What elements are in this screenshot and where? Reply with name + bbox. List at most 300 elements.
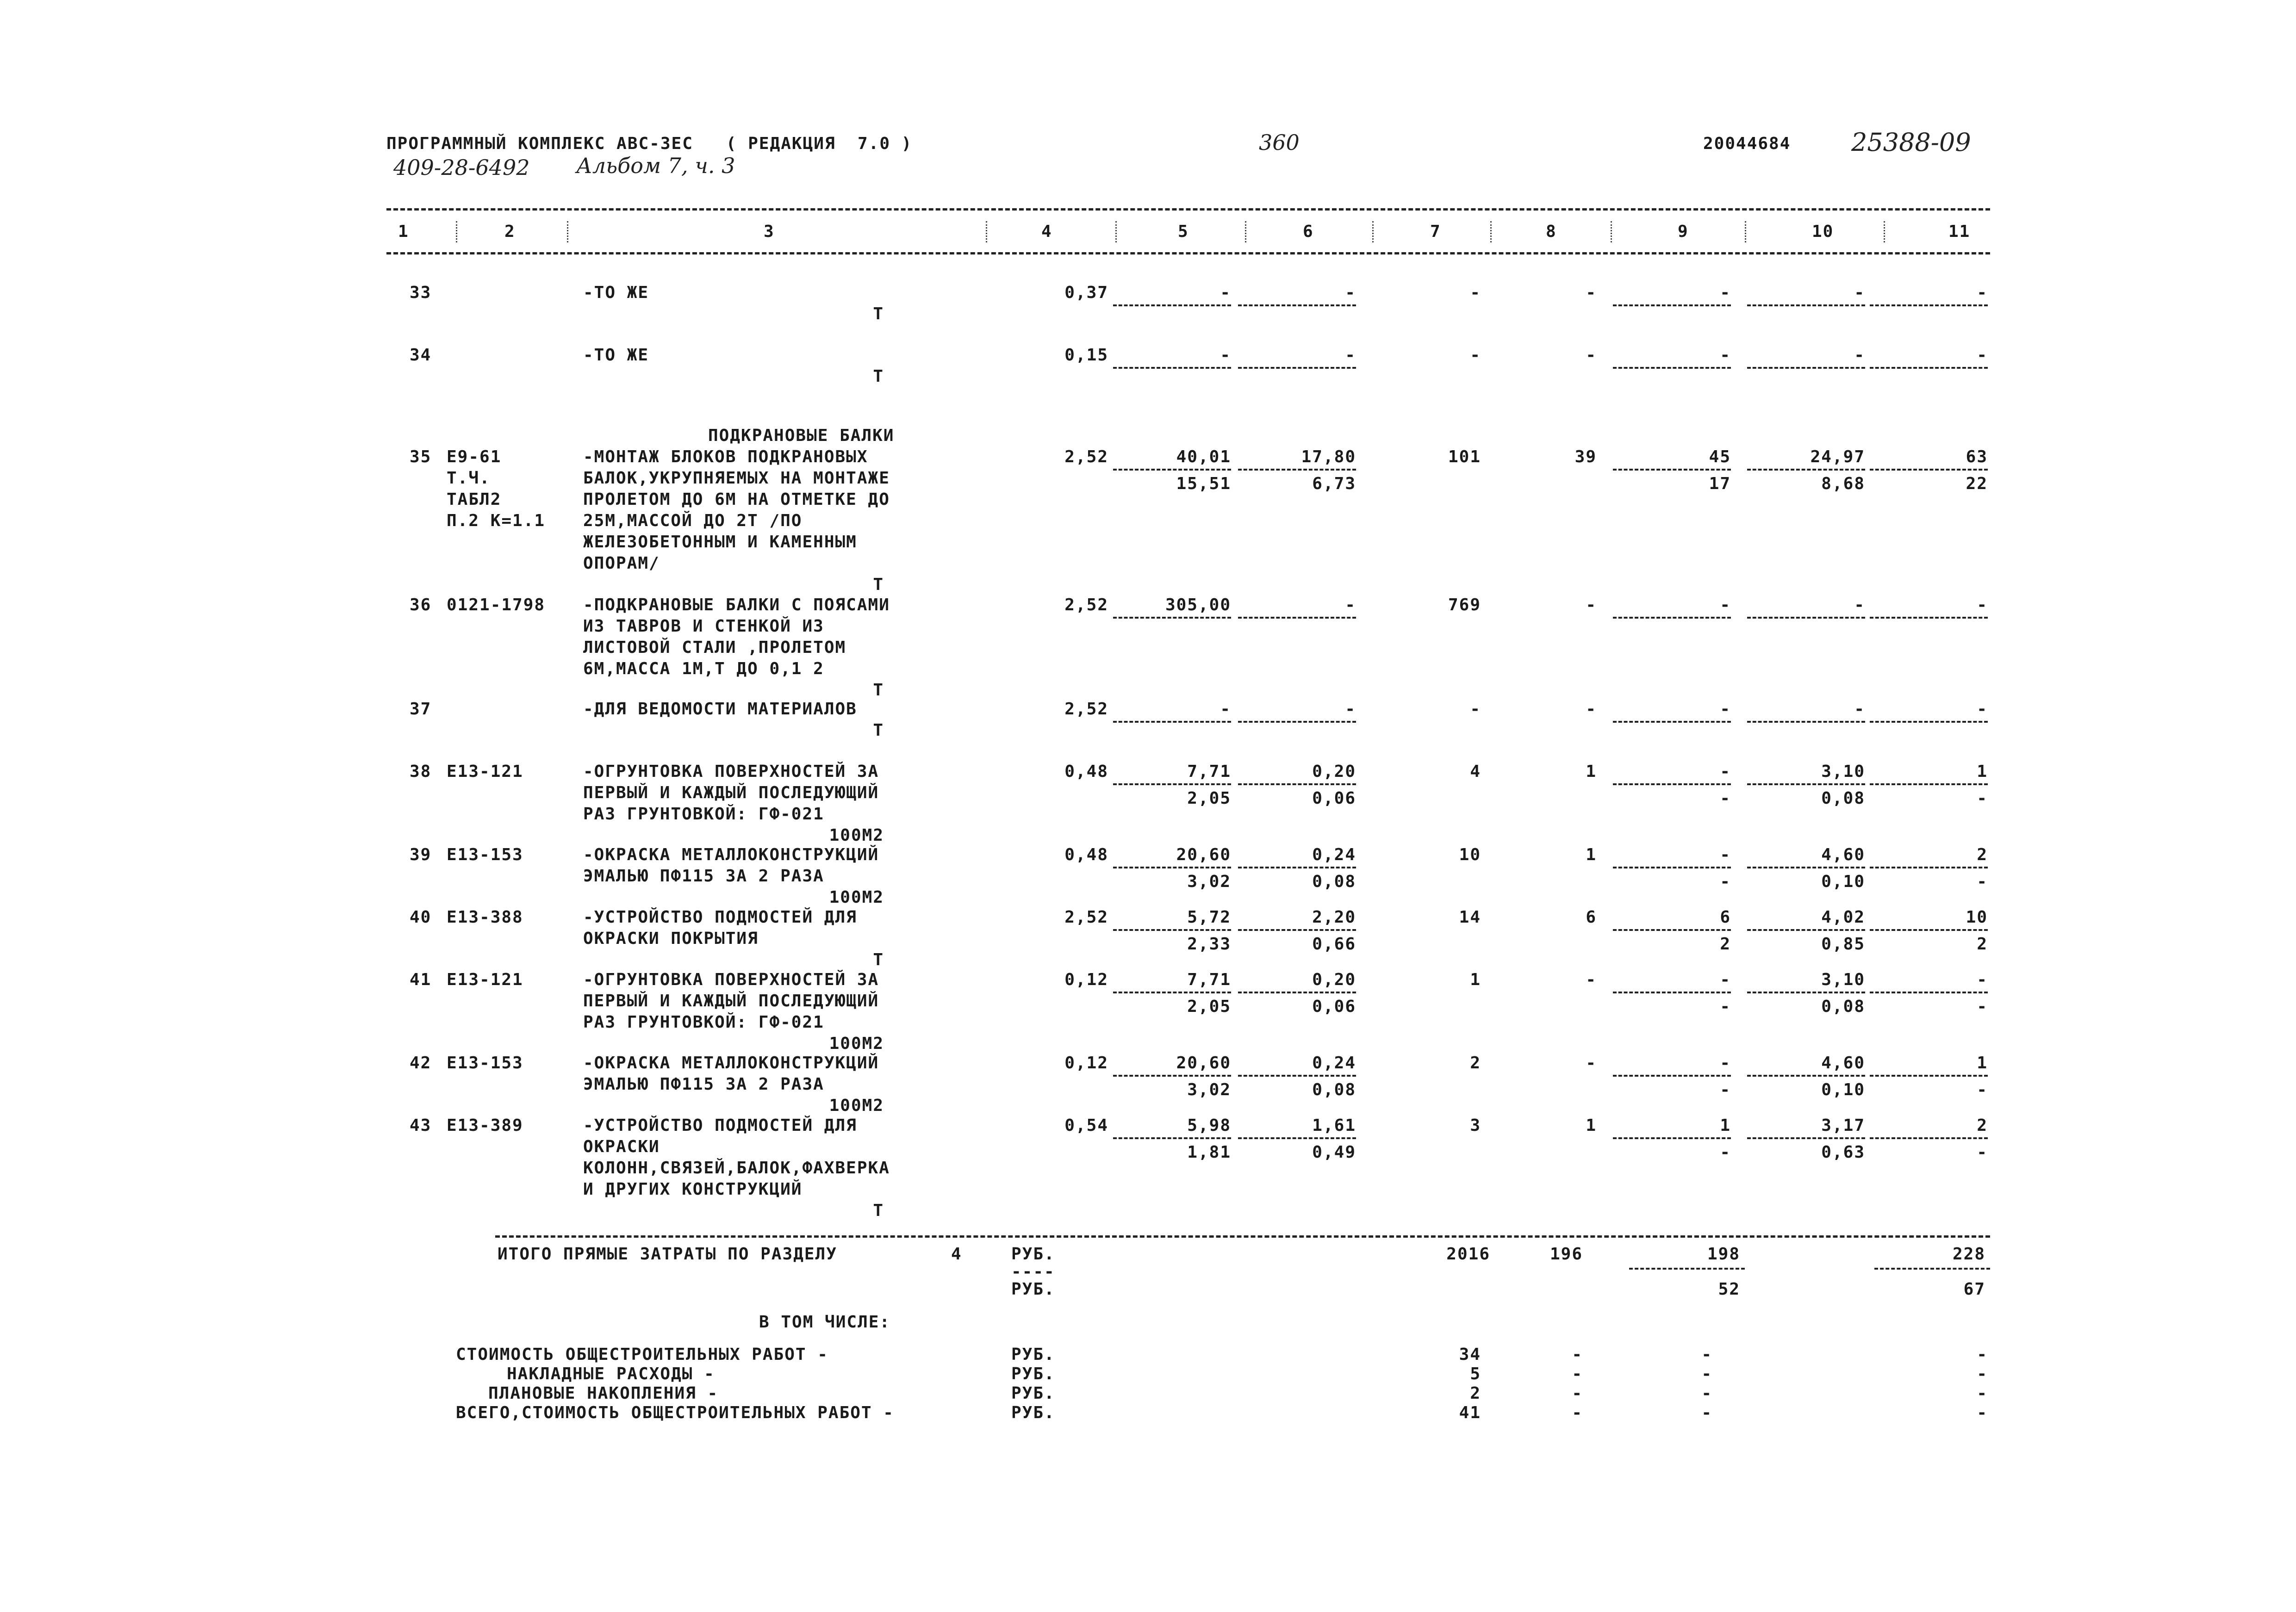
totals-label: ИТОГО ПРЯМЫЕ ЗАТРАТЫ ПО РАЗДЕЛУ [498, 1245, 837, 1264]
totals-col11-rule [1874, 1268, 1990, 1270]
row-col6-rule [1238, 304, 1356, 306]
row-col10-rule [1747, 1137, 1865, 1139]
breakdown-col11: - [1977, 1364, 1988, 1383]
totals-col11-bottom: 67 [1963, 1280, 1985, 1299]
row-col11-top: 2 [1977, 845, 1988, 864]
row-col6-rule [1238, 992, 1356, 993]
row-col6-bottom: 0,08 [1312, 872, 1356, 891]
row-quantity: 2,52 [1064, 595, 1108, 614]
row-col11-top: 2 [1977, 1116, 1988, 1135]
row-description: -УСТРОЙСТВО ПОДМОСТЕЙ ДЛЯ [583, 908, 857, 927]
row-number: 40 [410, 908, 432, 927]
row-col6-top: 0,20 [1312, 762, 1356, 781]
totals-col11-top: 228 [1952, 1245, 1985, 1264]
row-description: -ТО ЖЕ [583, 346, 649, 365]
row-col5-rule [1113, 304, 1231, 306]
row-col10-rule [1747, 783, 1865, 785]
row-col9-bottom: - [1720, 789, 1731, 808]
row-col8: - [1586, 1054, 1597, 1073]
row-number: 36 [410, 595, 432, 614]
row-description: 6М,МАССА 1М,Т ДО 0,1 2 [583, 659, 824, 678]
breakdown-unit: РУБ. [1011, 1384, 1055, 1403]
row-col5-bottom: 2,33 [1187, 935, 1231, 954]
row-description: ЖЕЛЕЗОБЕТОННЫМ И КАМЕННЫМ [583, 533, 857, 552]
breakdown-col8: - [1572, 1403, 1583, 1422]
row-col9-bottom: 2 [1720, 935, 1731, 954]
row-col9-top: - [1720, 283, 1731, 302]
row-col6-bottom: 0,06 [1312, 789, 1356, 808]
breakdown-col7: 2 [1470, 1384, 1481, 1403]
row-col5-top: 20,60 [1176, 1054, 1231, 1073]
row-col9-rule [1613, 783, 1731, 785]
row-col5-bottom: 2,05 [1187, 997, 1231, 1016]
row-col5-rule [1113, 469, 1231, 471]
breakdown-col9: - [1701, 1384, 1712, 1403]
row-col8: - [1586, 970, 1597, 989]
column-number-10: 10 [1812, 222, 1834, 241]
row-col9-rule [1613, 992, 1731, 993]
row-col11-bottom: - [1977, 1143, 1988, 1162]
row-col9-top: - [1720, 346, 1731, 365]
row-col11-top: - [1977, 595, 1988, 614]
row-col10-top: - [1854, 595, 1865, 614]
row-col6-top: 2,20 [1312, 908, 1356, 927]
row-number: 41 [410, 970, 432, 989]
breakdown-unit: РУБ. [1011, 1345, 1055, 1364]
row-description: -ТО ЖЕ [583, 283, 649, 302]
row-col5-top: 5,98 [1187, 1116, 1231, 1135]
column-separator [1372, 221, 1374, 242]
row-description: -МОНТАЖ БЛОКОВ ПОДКРАНОВЫХ [583, 447, 868, 466]
row-col11-rule [1870, 992, 1988, 993]
row-col10-top: - [1854, 346, 1865, 365]
row-col6-rule [1238, 721, 1356, 723]
breakdown-label: СТОИМОСТЬ ОБЩЕСТРОИТЕЛЬНЫХ РАБОТ - [456, 1345, 828, 1364]
row-col10-rule [1747, 867, 1865, 868]
row-col8: - [1586, 700, 1597, 719]
row-col9-top: - [1720, 700, 1731, 719]
row-number: 37 [410, 700, 432, 719]
row-col6-bottom: 0,06 [1312, 997, 1356, 1016]
row-col10-top: 4,60 [1821, 845, 1865, 864]
row-quantity: 0,37 [1064, 283, 1108, 302]
row-col9-rule [1613, 367, 1731, 369]
column-number-7: 7 [1430, 222, 1441, 241]
column-separator [456, 221, 457, 242]
row-col6-bottom: 0,08 [1312, 1080, 1356, 1099]
row-number: 39 [410, 845, 432, 864]
breakdown-col8: - [1572, 1345, 1583, 1364]
column-number-11: 11 [1948, 222, 1971, 241]
row-col9-top: - [1720, 595, 1731, 614]
row-col10-top: 3,10 [1821, 970, 1865, 989]
column-separator [1490, 221, 1492, 242]
row-number: 42 [410, 1054, 432, 1073]
row-col9-rule [1613, 1137, 1731, 1139]
row-col10-bottom: 0,10 [1821, 1080, 1865, 1099]
column-separator [1884, 221, 1885, 242]
row-col5-top: 5,72 [1187, 908, 1231, 927]
row-col10-top: 24,97 [1810, 447, 1865, 466]
row-col10-top: 3,10 [1821, 762, 1865, 781]
row-description: КОЛОНН,СВЯЗЕЙ,БАЛОК,ФАХВЕРКА [583, 1159, 890, 1178]
row-col6-top: 17,80 [1301, 447, 1356, 466]
row-description: ПЕРВЫЙ И КАЖДЫЙ ПОСЛЕДУЮЩИЙ [583, 783, 879, 802]
row-col9-rule [1613, 721, 1731, 723]
row-col6-top: 0,24 [1312, 1054, 1356, 1073]
row-col7: 2 [1470, 1054, 1481, 1073]
row-col10-rule [1747, 367, 1865, 369]
row-col9-rule [1613, 1075, 1731, 1077]
row-col11-rule [1870, 469, 1988, 471]
totals-col8: 196 [1549, 1245, 1583, 1264]
row-col6-rule [1238, 929, 1356, 931]
totals-col7: 2016 [1446, 1245, 1490, 1264]
row-col11-bottom: - [1977, 1080, 1988, 1099]
row-code: Е9-61 [447, 447, 502, 466]
row-col11-top: 10 [1966, 908, 1988, 927]
row-col5-bottom: 2,05 [1187, 789, 1231, 808]
row-col10-top: 4,02 [1821, 908, 1865, 927]
row-col6-top: 0,24 [1312, 845, 1356, 864]
row-unit: 100М2 [829, 826, 884, 845]
row-col11-bottom: - [1977, 789, 1988, 808]
row-col6-top: - [1345, 346, 1356, 365]
row-col9-bottom: 17 [1709, 474, 1731, 493]
row-col9-rule [1613, 304, 1731, 306]
row-col7: 769 [1448, 595, 1481, 614]
row-description: РАЗ ГРУНТОВКОЙ: ГФ-021 [583, 1013, 824, 1032]
row-quantity: 0,48 [1064, 762, 1108, 781]
totals-unit-separator: ---- [1011, 1262, 1055, 1281]
row-description: -ОГРУНТОВКА ПОВЕРХНОСТЕЙ ЗА [583, 970, 879, 989]
row-col9-top: - [1720, 970, 1731, 989]
row-quantity: 0,12 [1064, 1054, 1108, 1073]
row-col5-rule [1113, 929, 1231, 931]
row-unit: 100М2 [829, 1096, 884, 1115]
row-col10-top: - [1854, 700, 1865, 719]
row-col11-rule [1870, 367, 1988, 369]
row-col10-rule [1747, 469, 1865, 471]
document-code: 20044684 [1703, 134, 1791, 153]
row-col11-rule [1870, 617, 1988, 619]
row-col9-bottom: - [1720, 872, 1731, 891]
row-col11-top: 1 [1977, 762, 1988, 781]
row-unit: 100М2 [829, 888, 884, 907]
row-quantity: 2,52 [1064, 447, 1108, 466]
row-col11-top: 1 [1977, 1054, 1988, 1073]
row-unit: Т [873, 367, 884, 386]
column-separator [1115, 221, 1117, 242]
row-col9-rule [1613, 929, 1731, 931]
row-col11-bottom: - [1977, 997, 1988, 1016]
row-col6-bottom: 0,66 [1312, 935, 1356, 954]
row-number: 43 [410, 1116, 432, 1135]
row-col10-rule [1747, 304, 1865, 306]
row-col10-bottom: 0,08 [1821, 997, 1865, 1016]
column-number-9: 9 [1678, 222, 1689, 241]
row-col10-top: 4,60 [1821, 1054, 1865, 1073]
row-col9-top: 45 [1709, 447, 1731, 466]
breakdown-unit: РУБ. [1011, 1364, 1055, 1383]
breakdown-label: ВСЕГО,СТОИМОСТЬ ОБЩЕСТРОИТЕЛЬНЫХ РАБОТ - [456, 1403, 894, 1422]
row-col10-bottom: 0,63 [1821, 1143, 1865, 1162]
column-separator [567, 221, 568, 242]
album-label: Альбом 7, ч. 3 [576, 153, 735, 178]
totals-col9-rule [1629, 1268, 1745, 1270]
row-col7: - [1470, 346, 1481, 365]
row-col9-rule [1613, 469, 1731, 471]
row-col10-bottom: 8,68 [1821, 474, 1865, 493]
breakdown-unit: РУБ. [1011, 1403, 1055, 1422]
row-code: Е13-389 [447, 1116, 523, 1135]
row-col7: 14 [1459, 908, 1481, 927]
row-col10-rule [1747, 617, 1865, 619]
row-code: Е13-121 [447, 762, 523, 781]
totals-unit-2: РУБ. [1011, 1280, 1055, 1299]
row-col7: - [1470, 700, 1481, 719]
row-col9-top: 1 [1720, 1116, 1731, 1135]
column-number-5: 5 [1178, 222, 1189, 241]
row-col8: - [1586, 595, 1597, 614]
column-separator [1745, 221, 1746, 242]
row-col9-top: 6 [1720, 908, 1731, 927]
row-col8: 39 [1574, 447, 1597, 466]
column-number-8: 8 [1546, 222, 1557, 241]
row-description: ПРОЛЕТОМ ДО 6М НА ОТМЕТКЕ ДО [583, 490, 890, 509]
row-col5-bottom: 1,81 [1187, 1143, 1231, 1162]
row-col10-top: - [1854, 283, 1865, 302]
header-rule-top [386, 208, 1990, 211]
row-col5-rule [1113, 1137, 1231, 1139]
row-unit: Т [873, 304, 884, 323]
row-col11-top: - [1977, 970, 1988, 989]
section-heading: ПОДКРАНОВЫЕ БАЛКИ [708, 426, 895, 445]
row-description: ЛИСТОВОЙ СТАЛИ ,ПРОЛЕТОМ [583, 638, 846, 657]
row-col5-rule [1113, 721, 1231, 723]
row-description: -ПОДКРАНОВЫЕ БАЛКИ С ПОЯСАМИ [583, 595, 890, 614]
row-col8: 6 [1586, 908, 1597, 927]
column-number-3: 3 [764, 222, 775, 241]
row-col11-top: - [1977, 700, 1988, 719]
row-col6-bottom: 6,73 [1312, 474, 1356, 493]
header-rule-bottom [386, 252, 1990, 254]
breakdown-col9: - [1701, 1345, 1712, 1364]
row-col11-bottom: - [1977, 872, 1988, 891]
row-col6-rule [1238, 1075, 1356, 1077]
row-col11-top: - [1977, 346, 1988, 365]
row-col10-bottom: 0,85 [1821, 935, 1865, 954]
row-col5-top: 20,60 [1176, 845, 1231, 864]
row-description: БАЛОК,УКРУПНЯЕМЫХ НА МОНТАЖЕ [583, 469, 890, 488]
row-col10-rule [1747, 992, 1865, 993]
row-col11-top: - [1977, 283, 1988, 302]
row-col11-rule [1870, 721, 1988, 723]
row-description: ЭМАЛЬЮ ПФ115 ЗА 2 РАЗА [583, 1075, 824, 1094]
row-col9-rule [1613, 867, 1731, 868]
row-col6-rule [1238, 617, 1356, 619]
row-code: П.2 К=1.1 [447, 511, 546, 530]
totals-col9-bottom: 52 [1718, 1280, 1740, 1299]
breakdown-col9: - [1701, 1364, 1712, 1383]
column-separator [986, 221, 987, 242]
row-unit: Т [873, 721, 884, 740]
row-description: -ОГРУНТОВКА ПОВЕРХНОСТЕЙ ЗА [583, 762, 879, 781]
row-col7: 1 [1470, 970, 1481, 989]
row-col6-rule [1238, 783, 1356, 785]
row-col5-rule [1113, 992, 1231, 993]
row-col7: 4 [1470, 762, 1481, 781]
row-description: -УСТРОЙСТВО ПОДМОСТЕЙ ДЛЯ [583, 1116, 857, 1135]
row-col10-rule [1747, 721, 1865, 723]
totals-col9-top: 198 [1707, 1245, 1740, 1264]
row-col9-bottom: - [1720, 997, 1731, 1016]
row-col11-rule [1870, 929, 1988, 931]
row-quantity: 0,15 [1064, 346, 1108, 365]
row-quantity: 2,52 [1064, 908, 1108, 927]
row-col9-bottom: - [1720, 1143, 1731, 1162]
row-col8: - [1586, 283, 1597, 302]
row-col5-rule [1113, 617, 1231, 619]
column-number-1: 1 [398, 222, 409, 241]
row-col8: 1 [1586, 845, 1597, 864]
row-description: ОКРАСКИ ПОКРЫТИЯ [583, 929, 759, 948]
row-description: ОПОРАМ/ [583, 554, 660, 573]
row-col11-rule [1870, 1075, 1988, 1077]
stamp-number: 25388-09 [1851, 128, 1971, 157]
row-col5-top: 40,01 [1176, 447, 1231, 466]
breakdown-col9: - [1701, 1403, 1712, 1422]
row-col9-top: - [1720, 845, 1731, 864]
row-description: РАЗ ГРУНТОВКОЙ: ГФ-021 [583, 805, 824, 824]
row-col6-rule [1238, 867, 1356, 868]
row-unit: 100М2 [829, 1034, 884, 1053]
row-col10-top: 3,17 [1821, 1116, 1865, 1135]
row-col5-top: 7,71 [1187, 762, 1231, 781]
row-unit: Т [873, 681, 884, 700]
row-description: ЭМАЛЬЮ ПФ115 ЗА 2 РАЗА [583, 867, 824, 886]
row-code: Е13-388 [447, 908, 523, 927]
row-code: Е13-153 [447, 1054, 523, 1073]
row-col6-rule [1238, 1137, 1356, 1139]
column-number-2: 2 [504, 222, 516, 241]
row-col6-top: - [1345, 283, 1356, 302]
row-col9-rule [1613, 617, 1731, 619]
row-code: ТАБЛ2 [447, 490, 502, 509]
row-code: Е13-121 [447, 970, 523, 989]
row-col11-bottom: 2 [1977, 935, 1988, 954]
row-col10-rule [1747, 1075, 1865, 1077]
row-description: ОКРАСКИ [583, 1137, 660, 1156]
row-col11-rule [1870, 783, 1988, 785]
program-title: ПРОГРАММНЫЙ КОМПЛЕКС АВС-ЗЕС ( РЕДАКЦИЯ 7.0 ) [386, 134, 913, 153]
row-col5-rule [1113, 1075, 1231, 1077]
row-quantity: 0,12 [1064, 970, 1108, 989]
row-col5-top: 305,00 [1165, 595, 1231, 614]
row-col5-top: - [1220, 700, 1231, 719]
totals-rule [495, 1235, 1990, 1238]
breakdown-col7: 41 [1459, 1403, 1481, 1422]
including-label: В ТОМ ЧИСЛЕ: [759, 1313, 891, 1332]
row-col8: 1 [1586, 762, 1597, 781]
row-col11-top: 63 [1966, 447, 1988, 466]
row-col7: - [1470, 283, 1481, 302]
row-unit: Т [873, 575, 884, 594]
row-description: -ОКРАСКА МЕТАЛЛОКОНСТРУКЦИЙ [583, 1054, 879, 1073]
row-col7: 101 [1448, 447, 1481, 466]
row-col5-rule [1113, 367, 1231, 369]
row-col10-bottom: 0,10 [1821, 872, 1865, 891]
row-col7: 3 [1470, 1116, 1481, 1135]
row-col6-rule [1238, 469, 1356, 471]
row-description: ПЕРВЫЙ И КАЖДЫЙ ПОСЛЕДУЮЩИЙ [583, 992, 879, 1011]
row-col5-bottom: 3,02 [1187, 872, 1231, 891]
breakdown-col11: - [1977, 1384, 1988, 1403]
row-col11-bottom: 22 [1966, 474, 1988, 493]
row-code: Т.Ч. [447, 469, 491, 488]
row-unit: Т [873, 950, 884, 969]
breakdown-col8: - [1572, 1364, 1583, 1383]
row-code: Е13-153 [447, 845, 523, 864]
row-description: -ОКРАСКА МЕТАЛЛОКОНСТРУКЦИЙ [583, 845, 879, 864]
totals-unit: РУБ. [1011, 1245, 1055, 1264]
breakdown-label: НАКЛАДНЫЕ РАСХОДЫ - [507, 1364, 715, 1383]
row-number: 38 [410, 762, 432, 781]
row-col5-top: 7,71 [1187, 970, 1231, 989]
row-quantity: 2,52 [1064, 700, 1108, 719]
row-col8: - [1586, 346, 1597, 365]
column-number-4: 4 [1041, 222, 1052, 241]
row-col10-rule [1747, 929, 1865, 931]
breakdown-col11: - [1977, 1403, 1988, 1422]
row-col6-rule [1238, 367, 1356, 369]
breakdown-col7: 34 [1459, 1345, 1481, 1364]
totals-section: 4 [951, 1245, 962, 1264]
row-description: 25М,МАССОЙ ДО 2Т /ПО [583, 511, 803, 530]
row-col9-top: - [1720, 1054, 1731, 1073]
row-col5-rule [1113, 783, 1231, 785]
row-number: 34 [410, 346, 432, 365]
row-number: 35 [410, 447, 432, 466]
row-col5-bottom: 15,51 [1176, 474, 1231, 493]
breakdown-col11: - [1977, 1345, 1988, 1364]
row-quantity: 0,48 [1064, 845, 1108, 864]
row-col5-bottom: 3,02 [1187, 1080, 1231, 1099]
row-description: ИЗ ТАВРОВ И СТЕНКОЙ ИЗ [583, 617, 824, 636]
row-col9-bottom: - [1720, 1080, 1731, 1099]
project-code: 409-28-6492 [393, 155, 530, 180]
row-col11-rule [1870, 867, 1988, 868]
column-separator [1611, 221, 1612, 242]
row-col11-rule [1870, 1137, 1988, 1139]
column-separator [1245, 221, 1246, 242]
breakdown-col8: - [1572, 1384, 1583, 1403]
row-col6-bottom: 0,49 [1312, 1143, 1356, 1162]
row-col5-rule [1113, 867, 1231, 868]
breakdown-label: ПЛАНОВЫЕ НАКОПЛЕНИЯ - [488, 1384, 719, 1403]
page-number: 360 [1259, 130, 1300, 155]
row-col8: 1 [1586, 1116, 1597, 1135]
row-quantity: 0,54 [1064, 1116, 1108, 1135]
row-number: 33 [410, 283, 432, 302]
breakdown-col7: 5 [1470, 1364, 1481, 1383]
row-col11-rule [1870, 304, 1988, 306]
row-col6-top: - [1345, 595, 1356, 614]
row-col6-top: 1,61 [1312, 1116, 1356, 1135]
row-col6-top: - [1345, 700, 1356, 719]
row-col9-top: - [1720, 762, 1731, 781]
row-col5-top: - [1220, 283, 1231, 302]
